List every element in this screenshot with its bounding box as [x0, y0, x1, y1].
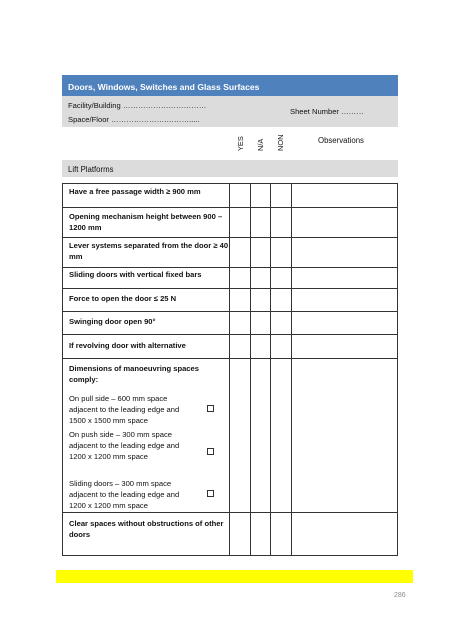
column-header-yes	[236, 131, 246, 151]
row-divider	[63, 267, 397, 268]
checklist-item: Opening mechanism height between 900 – 1200 mm	[69, 212, 223, 232]
checklist-subitem: On pull side – 600 mm space adjacent to the leading edge and 1500 x 1500 mm space	[69, 394, 180, 425]
observations-header: Observations	[318, 136, 364, 145]
column-header-na-label: N/A	[256, 138, 265, 151]
checklist-item: Swinging door open 90°	[69, 317, 156, 326]
row-divider	[63, 207, 397, 208]
checkbox-icon[interactable]	[207, 405, 214, 412]
form-info-panel	[62, 96, 398, 127]
checklist-item: Sliding doors with vertical fixed bars	[69, 270, 202, 279]
form-title: Doors, Windows, Switches and Glass Surfaces	[62, 75, 398, 96]
column-divider	[250, 184, 251, 555]
facility-field: Facility/Building ……………………………	[68, 101, 207, 110]
column-divider	[229, 184, 230, 555]
checklist-subitem: On push side – 300 mm space adjacent to the leading edge and 1200 x 1200 mm space	[69, 430, 180, 461]
space-field: Space/Floor ………………….……….....	[68, 115, 200, 124]
column-header-yes-label: YES	[236, 136, 245, 151]
column-divider	[291, 184, 292, 555]
column-header-non-label: NON	[276, 134, 285, 151]
column-divider	[270, 184, 271, 555]
checklist-item: If revolving door with alternative	[69, 341, 186, 350]
category-row: Lift Platforms	[62, 160, 398, 177]
highlight-band	[56, 570, 413, 583]
row-divider	[63, 237, 397, 238]
page-number: 286	[394, 592, 406, 599]
checklist-item: Have a free passage width ≥ 900 mm	[69, 187, 201, 196]
checkbox-icon[interactable]	[207, 448, 214, 455]
row-divider	[63, 334, 397, 335]
sheet-number-field: Sheet Number ………	[290, 107, 364, 116]
column-header-na	[256, 131, 266, 151]
row-divider	[63, 512, 397, 513]
checklist-item: Dimensions of manoeuvring spaces comply:	[69, 364, 199, 384]
checkbox-icon[interactable]	[207, 490, 214, 497]
checklist-subitem: Sliding doors – 300 mm space adjacent to the leading edge and 1200 x 1200 mm space	[69, 479, 180, 510]
row-divider	[63, 311, 397, 312]
checklist-item: Clear spaces without obstructions of other doors	[69, 519, 224, 539]
row-divider	[63, 358, 397, 359]
row-divider	[63, 288, 397, 289]
checklist-item: Force to open the door ≤ 25 N	[69, 294, 177, 303]
checklist-item: Lever systems separated from the door ≥ 40 mm	[69, 241, 229, 261]
column-header-non	[276, 131, 286, 151]
